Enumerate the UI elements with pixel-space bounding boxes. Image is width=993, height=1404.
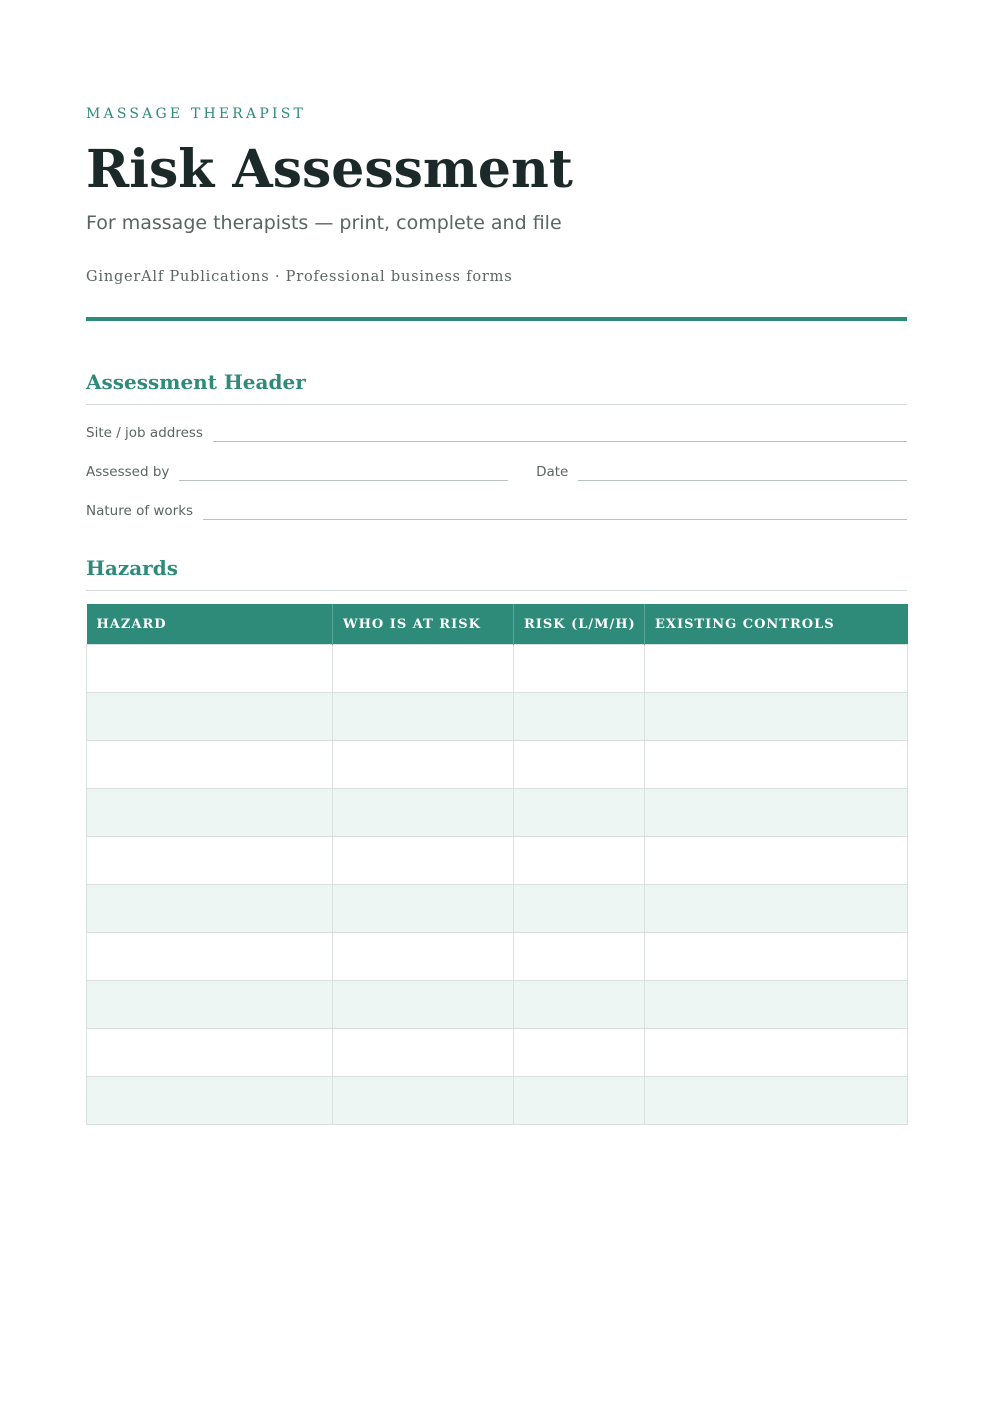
table-cell[interactable]: [87, 789, 333, 837]
table-cell[interactable]: [514, 741, 645, 789]
section-title-assessment-header: Assessment Header: [86, 369, 907, 405]
table-cell[interactable]: [645, 837, 908, 885]
assessed-by-input-line[interactable]: [179, 462, 508, 481]
table-row: [87, 789, 908, 837]
table-cell[interactable]: [333, 837, 514, 885]
table-row: [87, 1029, 908, 1077]
table-row: [87, 1077, 908, 1125]
header-divider: [86, 317, 907, 321]
table-row: [87, 933, 908, 981]
table-row: [87, 981, 908, 1029]
table-cell[interactable]: [333, 933, 514, 981]
table-cell[interactable]: [333, 789, 514, 837]
table-cell[interactable]: [333, 645, 514, 693]
publisher-line: GingerAlf Publications · Professional business forms: [86, 269, 513, 285]
column-header-hazard: HAZARD: [87, 604, 333, 645]
column-header-who-at-risk: WHO IS AT RISK: [333, 604, 514, 645]
column-header-existing-controls: EXISTING CONTROLS: [645, 604, 908, 645]
field-label-nature: Nature of works: [86, 503, 194, 519]
table-cell[interactable]: [645, 1077, 908, 1125]
table-cell[interactable]: [514, 837, 645, 885]
table-cell[interactable]: [333, 1029, 514, 1077]
table-cell[interactable]: [514, 645, 645, 693]
table-cell[interactable]: [514, 1077, 645, 1125]
field-label-date: Date: [536, 464, 569, 480]
table-cell[interactable]: [87, 933, 333, 981]
table-cell[interactable]: [333, 885, 514, 933]
table-cell[interactable]: [514, 981, 645, 1029]
table-cell[interactable]: [87, 885, 333, 933]
table-header-row: [87, 604, 908, 645]
table-cell[interactable]: [87, 693, 333, 741]
table-cell[interactable]: [87, 1077, 333, 1125]
table-cell[interactable]: [333, 1077, 514, 1125]
table-cell[interactable]: [645, 1029, 908, 1077]
field-label-site: Site / job address: [86, 425, 203, 441]
table-cell[interactable]: [333, 981, 514, 1029]
hazards-table-body: [87, 645, 908, 1125]
category-label: MASSAGE THERAPIST: [86, 106, 307, 122]
table-cell[interactable]: [645, 645, 908, 693]
table-cell[interactable]: [333, 693, 514, 741]
table-cell[interactable]: [87, 645, 333, 693]
table-cell[interactable]: [645, 741, 908, 789]
table-cell[interactable]: [645, 885, 908, 933]
table-cell[interactable]: [514, 789, 645, 837]
site-address-input-line[interactable]: [213, 423, 907, 442]
table-cell[interactable]: [514, 1029, 645, 1077]
table-row: [87, 741, 908, 789]
page-title: Risk Assessment: [86, 139, 573, 200]
table-cell[interactable]: [87, 981, 333, 1029]
date-input-line[interactable]: [578, 462, 907, 481]
table-cell[interactable]: [87, 741, 333, 789]
section-title-hazards: Hazards: [86, 555, 907, 591]
table-row: [87, 645, 908, 693]
table-cell[interactable]: [514, 933, 645, 981]
hazards-table: [86, 604, 908, 1125]
table-cell[interactable]: [645, 933, 908, 981]
field-site-address: [86, 423, 907, 442]
field-assessed-by-date: [86, 462, 907, 481]
table-cell[interactable]: [645, 789, 908, 837]
field-nature-of-works: [86, 501, 907, 520]
nature-of-works-input-line[interactable]: [203, 501, 907, 520]
column-header-risk: RISK (L/M/H): [514, 604, 645, 645]
table-cell[interactable]: [645, 693, 908, 741]
table-row: [87, 885, 908, 933]
table-row: [87, 837, 908, 885]
table-row: [87, 693, 908, 741]
field-label-assessed-by: Assessed by: [86, 464, 170, 480]
table-cell[interactable]: [333, 741, 514, 789]
table-cell[interactable]: [87, 1029, 333, 1077]
table-cell[interactable]: [514, 885, 645, 933]
table-cell[interactable]: [87, 837, 333, 885]
table-cell[interactable]: [645, 981, 908, 1029]
table-cell[interactable]: [514, 693, 645, 741]
page-subtitle: For massage therapists — print, complete and file: [86, 212, 562, 234]
